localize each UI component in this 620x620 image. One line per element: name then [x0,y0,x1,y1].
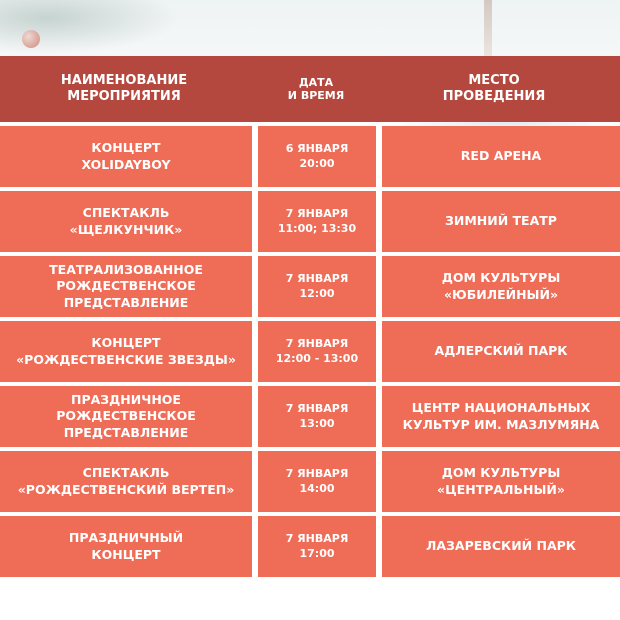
date-time-cell: 7 ЯНВАРЯ 11:00; 13:30 [258,191,376,252]
venue-cell: АДЛЕРСКИЙ ПАРК [382,321,620,382]
date-time-cell: 7 ЯНВАРЯ 13:00 [258,386,376,447]
date-time-cell: 6 ЯНВАРЯ 20:00 [258,126,376,187]
table-row [0,126,620,187]
event-name-cell: ПРАЗДНИЧНЫЙ КОНЦЕРТ [0,516,252,577]
event-name-cell: СПЕКТАКЛЬ «ЩЕЛКУНЧИК» [0,191,252,252]
venue-cell: ЦЕНТР НАЦИОНАЛЬНЫХ КУЛЬТУР ИМ. МАЗЛУМЯНА [382,386,620,447]
header-venue: МЕСТО ПРОВЕДЕНИЯ [442,73,546,104]
header-event-name: НАИМЕНОВАНИЕ МЕРОПРИЯТИЯ [60,73,188,104]
event-name-cell: ТЕАТРАЛИЗОВАННОЕ РОЖДЕСТВЕНСКОЕ ПРЕДСТАВЛЕНИЕ [0,256,252,317]
tower-silhouette [484,0,492,58]
table-row [0,516,620,577]
venue-cell: RED АРЕНА [382,126,620,187]
header-date-time: ДАТА И ВРЕМЯ [287,75,345,102]
table-row [0,321,620,382]
date-time-cell: 7 ЯНВАРЯ 14:00 [258,451,376,512]
date-time-cell: 7 ЯНВАРЯ 12:00 - 13:00 [258,321,376,382]
event-name-cell: КОНЦЕРТ XOLIDAYBOY [0,126,252,187]
events-table [0,126,620,581]
table-row [0,386,620,447]
table-header [0,56,620,122]
event-name-cell: СПЕКТАКЛЬ «РОЖДЕСТВЕНСКИЙ ВЕРТЕП» [0,451,252,512]
venue-cell: ЗИМНИЙ ТЕАТР [382,191,620,252]
venue-cell: ДОМ КУЛЬТУРЫ «ЦЕНТРАЛЬНЫЙ» [382,451,620,512]
venue-cell: ДОМ КУЛЬТУРЫ «ЮБИЛЕЙНЫЙ» [382,256,620,317]
event-name-cell: КОНЦЕРТ «РОЖДЕСТВЕНСКИЕ ЗВЕЗДЫ» [0,321,252,382]
table-row [0,191,620,252]
venue-cell: ЛАЗАРЕВСКИЙ ПАРК [382,516,620,577]
table-row [0,256,620,317]
event-name-cell: ПРАЗДНИЧНОЕ РОЖДЕСТВЕНСКОЕ ПРЕДСТАВЛЕНИЕ [0,386,252,447]
table-row [0,451,620,512]
date-time-cell: 7 ЯНВАРЯ 17:00 [258,516,376,577]
christmas-ornament-icon [22,30,40,48]
date-time-cell: 7 ЯНВАРЯ 12:00 [258,256,376,317]
